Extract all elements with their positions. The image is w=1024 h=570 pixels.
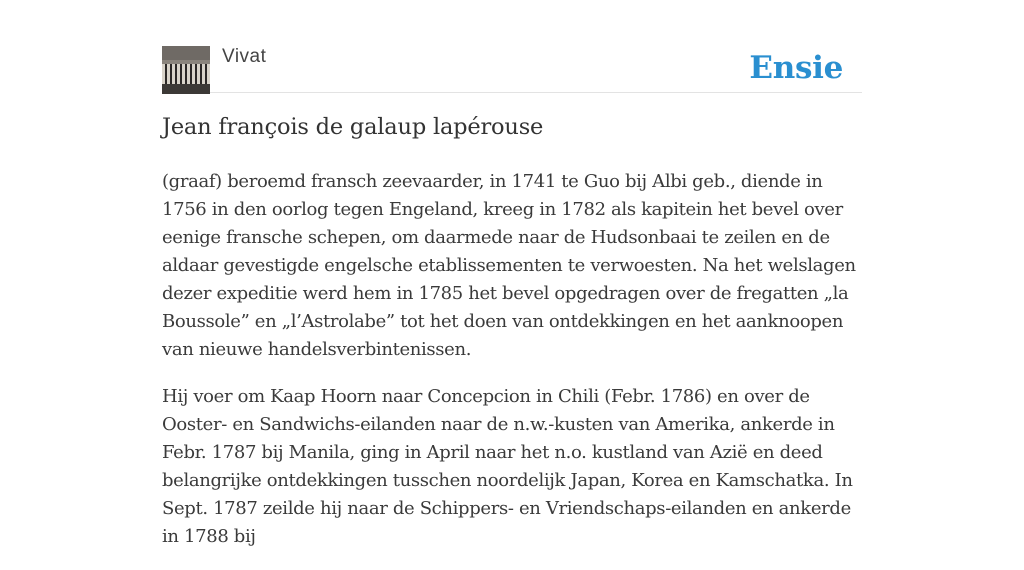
avatar-image [162,46,210,94]
article-body [162,168,866,570]
article-title: Jean françois de galaup lapérouse [162,114,544,140]
article-paragraph: (graaf) beroemd fransch zeevaarder, in 1741 te Guo bij Albi geb., diende in 1756 in den oorlog tegen Engeland, kreeg in 1782 als kapitein het bevel over eenige fransche schepen, om daarmede naar de Hudsonbaai te zeilen en de aldaar gevestigde engelsche etablissementen te verwoesten. Na het welslagen dezer expeditie werd hem in 1785 het bevel opgedragen over de fregatten „la Boussole” en „l’Astrolabe” tot het doen van ontdekkingen en het aanknoopen van nieuwe handelsverbintenissen. [162,171,856,360]
author-name[interactable]: Vivat [222,46,267,67]
header [162,46,862,93]
avatar[interactable] [162,46,210,94]
article-paragraph: Hij voer om Kaap Hoorn naar Concepcion in Chili (Febr. 1786) en over de Ooster- en Sandwichs-eilanden naar de n.w.-kusten van Amerika, ankerde in Febr. 1787 bij Manila, ging in April naar het n.o. kustland van Azië en deed belangrijke ontdekkingen tusschen noordelijk Japan, Korea en Kamschatka. In Sept. 1787 zeilde hij naar de Schippers- en Vriendschaps-eilanden en ankerde in 1788 bij [162,386,853,547]
brand-logo[interactable]: Ensie [749,50,843,86]
